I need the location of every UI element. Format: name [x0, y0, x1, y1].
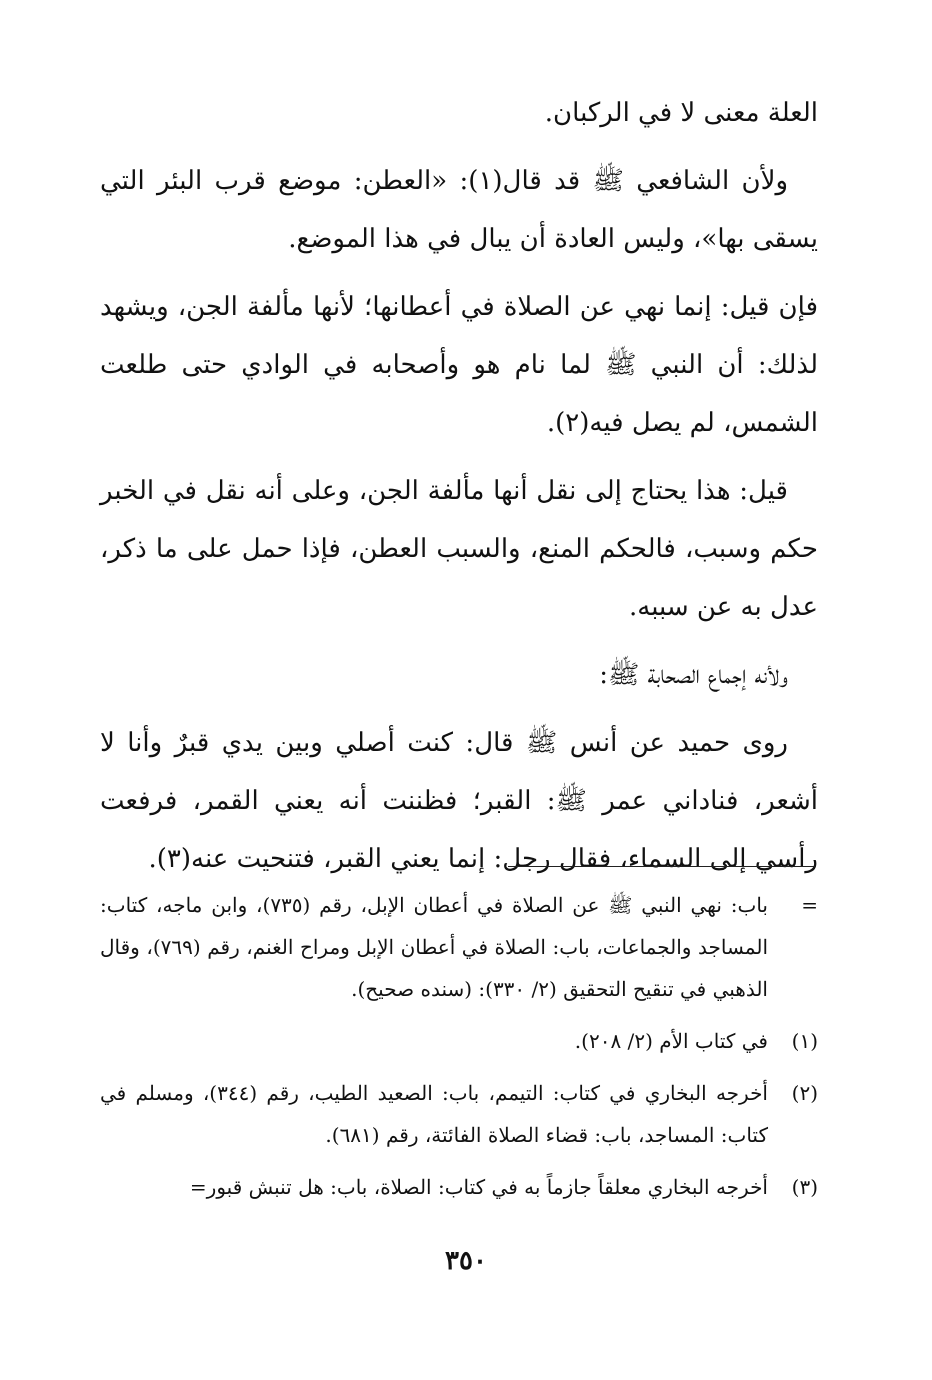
footnote-mark: (٢)	[791, 1081, 818, 1105]
paragraph-5: ولأنه إجماع الصحابة ﷺ:	[599, 660, 788, 690]
footnote-continuation	[100, 884, 818, 1010]
footnote-text: باب: نهي النبي ﷺ عن الصلاة في أعطان الإبل، رقم (٧٣٥)، وابن ماجه، كتاب: المساجد والجماعات، باب: الصلاة في أعطان الإبل ومراح الغنم، رقم (٧٦٩)، وقال الذهبي في تنقيح التحقيق (٢/ ٣٣٠): (سنده صحيح).	[100, 893, 768, 1001]
footnote-2	[100, 1072, 818, 1156]
paragraph-4: قيل: هذا يحتاج إلى نقل أنها مألفة الجن، وعلى أنه نقل في الخبر حكم وسبب، فالحكم المنع، والسبب العطن، فإذا حمل على ما ذكر، عدل به عن سببه.	[100, 476, 818, 622]
page-number: ٣٥٠	[445, 1246, 487, 1276]
paragraph-1: العلة معنى لا في الركبان.	[544, 98, 818, 128]
paragraph-6: روى حميد عن أنس ﷺ قال: كنت أصلي وبين يدي قبرٌ وأنا لا أشعر، فناداني عمر ﷺ: القبر؛ فظننت أنه يعني القمر، فرفعت رأسي إلى السماء، فقال رجل: إنما يعني القبر، فتنحيت عنه(٣).	[100, 728, 818, 874]
footnote-mark: (٣)	[791, 1175, 818, 1199]
footnote-text: في كتاب الأم (٢/ ٢٠٨).	[574, 1029, 768, 1053]
footnote-mark: (١)	[791, 1029, 818, 1053]
footnote-divider	[508, 866, 816, 867]
paragraph-2: ولأن الشافعي ﷺ قد قال(١): «العطن: موضع قرب البئر التي يسقى بها»، وليس العادة أن يبال في هذا الموضع.	[100, 166, 818, 254]
footnote-3	[100, 1166, 818, 1208]
footnote-mark: =	[801, 893, 818, 917]
footnote-1	[100, 1020, 818, 1062]
paragraph-3: فإن قيل: إنما نهي عن الصلاة في أعطانها؛ لأنها مألفة الجن، ويشهد لذلك: أن النبي ﷺ لما نام هو وأصحابه في الوادي حتى طلعت الشمس، لم يصل فيه(٢).	[100, 292, 818, 438]
main-text-body	[100, 84, 818, 898]
footnotes-section	[100, 884, 818, 1218]
footnote-text: أخرجه البخاري في كتاب: التيمم، باب: الصعيد الطيب، رقم (٣٤٤)، ومسلم في كتاب: المساجد، باب: قضاء الصلاة الفائتة، رقم (٦٨١).	[100, 1081, 768, 1147]
footnote-text: أخرجه البخاري معلقاً جازماً به في كتاب: الصلاة، باب: هل تنبش قبور=	[189, 1175, 768, 1199]
